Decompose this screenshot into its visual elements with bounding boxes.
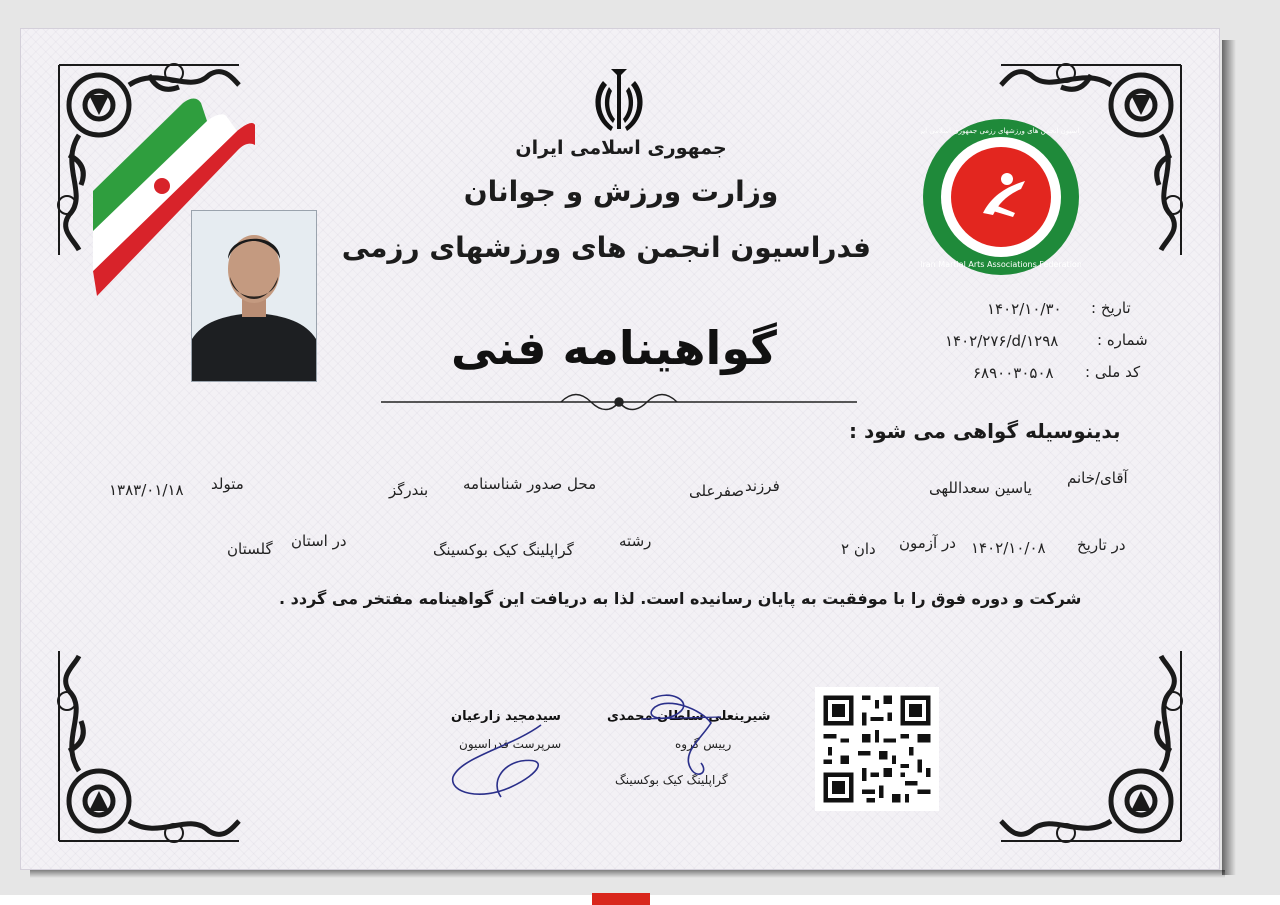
holder-photo	[191, 210, 317, 382]
born-label: متولد	[211, 475, 244, 493]
right-signature-icon	[621, 689, 741, 789]
exam-label: در آزمون	[899, 534, 956, 552]
left-signer-name: سیدمجید زارعیان	[451, 709, 561, 724]
province-label: در استان	[291, 532, 347, 550]
right-signer-name: شیرینعلی سلطان محمدی	[607, 709, 771, 724]
right-signer-title: رییس گروه	[675, 737, 732, 751]
number-label: شماره :	[1097, 331, 1148, 349]
issue-place-label: محل صدور شناسنامه	[463, 475, 597, 493]
closing-text: شرکت و دوره فوق را با موفقیت به پایان رسانیده است. لذا به دریافت این گواهینامه مفتخر می گردد .	[279, 589, 1082, 608]
national-id-value: ۶۸۹۰۰۳۰۵۰۸	[973, 364, 1054, 382]
father-value: صفرعلی	[689, 482, 745, 500]
issue-place-value: بندرگز	[389, 481, 429, 499]
viewer-red-button[interactable]	[592, 893, 650, 905]
header-ministry: وزارت ورزش و جوانان	[463, 175, 779, 208]
title-divider	[381, 391, 857, 413]
number-value: ۱۴۰۲/۲۷۶/d/۱۲۹۸	[945, 332, 1059, 350]
mr-mrs-label: آقای/خانم	[1067, 469, 1128, 487]
field-label: رشته	[619, 532, 652, 550]
paper-shadow-bottom	[30, 870, 1225, 878]
field-value: گراپلینگ کیک بوکسینگ	[433, 541, 574, 559]
ornament-icon	[991, 641, 1191, 851]
logo-text-fa: فدراسیون انجمن های ورزشهای رزمی جمهوری اسلامی ایران	[921, 127, 1081, 135]
corner-ornament-bottom-right	[991, 641, 1191, 851]
certificate-title: گواهینامه فنی	[451, 321, 777, 375]
national-id-label: کد ملی :	[1085, 363, 1141, 381]
iran-emblem-icon	[581, 67, 657, 143]
logo-text-en: Iran Martial Arts Associations Federation	[921, 260, 1081, 269]
child-of-label: فرزند	[745, 477, 780, 495]
certificate-paper	[20, 28, 1220, 870]
left-signature-icon	[441, 717, 561, 807]
exam-date-label: در تاریخ	[1077, 536, 1126, 554]
paper-shadow-right	[1222, 40, 1236, 875]
ornament-icon	[49, 641, 249, 851]
corner-ornament-bottom-left	[49, 641, 249, 851]
name-value: یاسین سعداللهی	[929, 479, 1032, 497]
header-country: جمهوری اسلامی ایران	[515, 137, 727, 159]
right-signer-subtitle: گراپلینگ کیک بوکسینگ	[615, 773, 728, 787]
dan-value: دان ۲	[841, 540, 876, 558]
left-signer-title: سرپرست فدراسیون	[459, 737, 562, 751]
intro-text: بدینوسیله گواهی می شود :	[849, 419, 1121, 443]
date-label: تاریخ :	[1091, 299, 1131, 317]
federation-logo-icon	[921, 117, 1081, 277]
exam-date-value: ۱۴۰۲/۱۰/۰۸	[971, 539, 1046, 557]
province-value: گلستان	[227, 540, 273, 558]
qr-code-icon	[815, 687, 939, 811]
header-federation: فدراسیون انجمن های ورزشهای رزمی	[341, 231, 871, 264]
date-value: ۱۴۰۲/۱۰/۳۰	[987, 300, 1062, 318]
born-value: ۱۳۸۳/۰۱/۱۸	[109, 481, 184, 499]
